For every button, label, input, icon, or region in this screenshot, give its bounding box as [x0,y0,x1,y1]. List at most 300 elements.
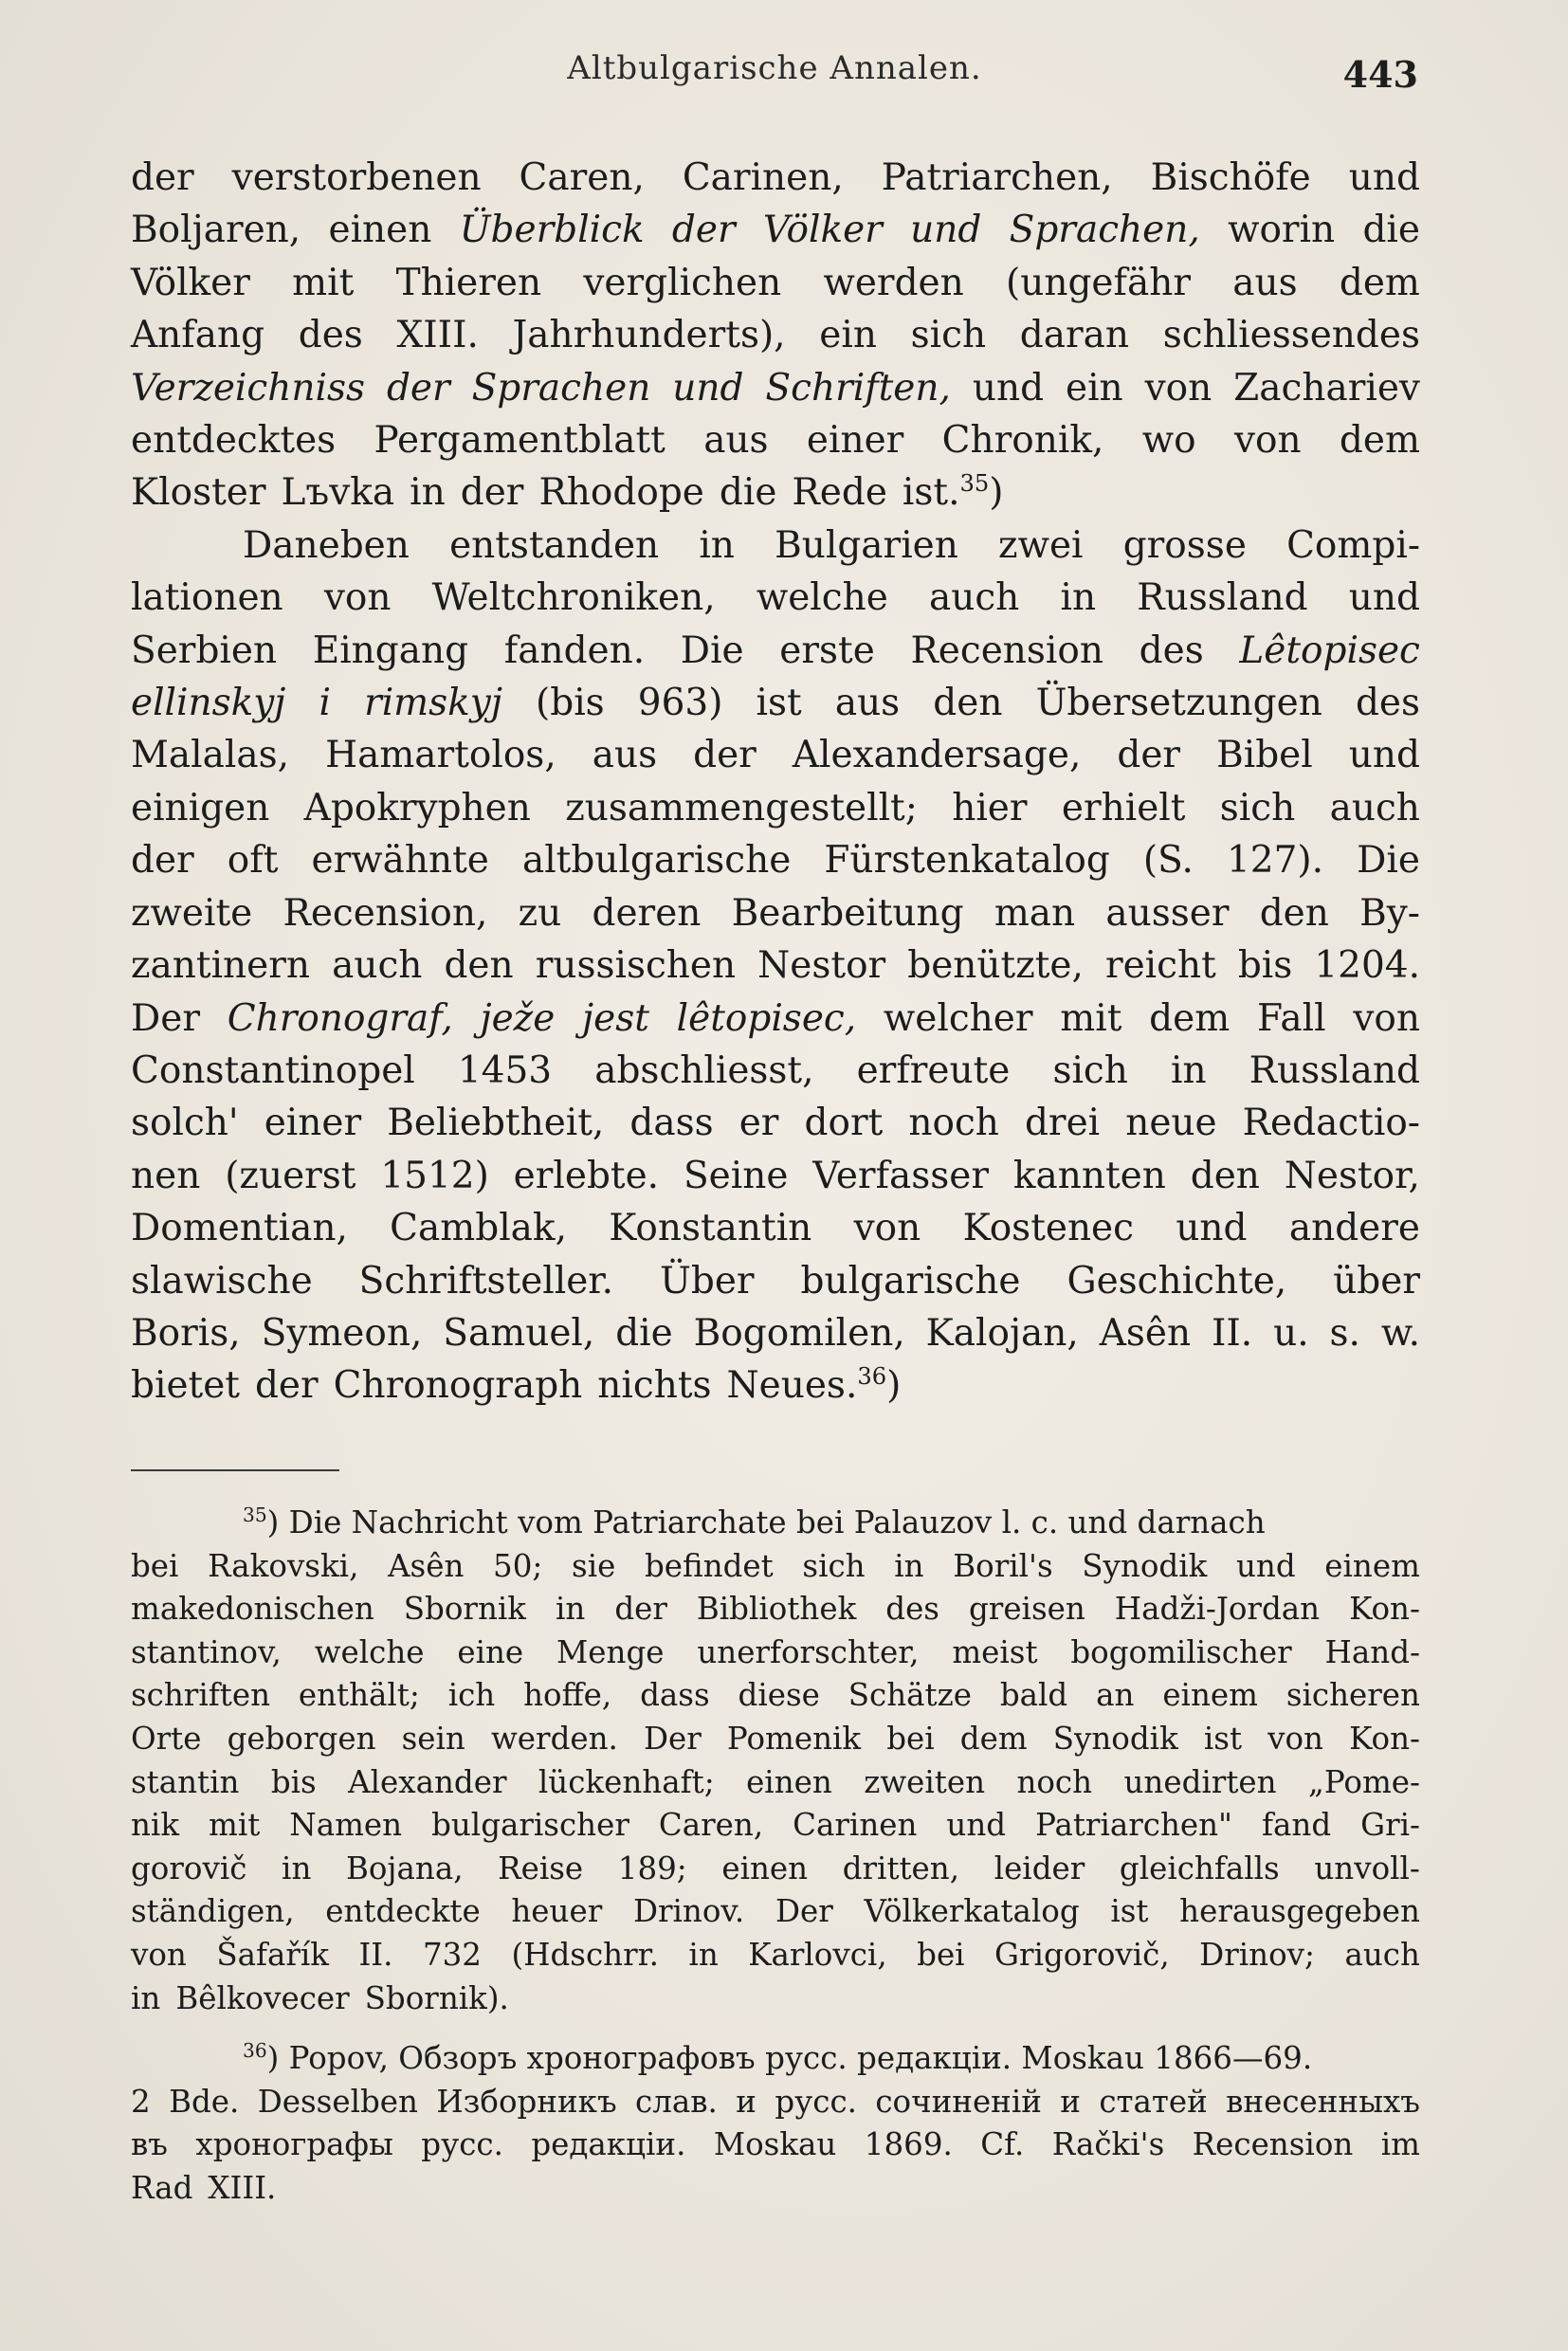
word: der [693,734,757,777]
word: Apokryphen [303,786,531,829]
word: drei [1024,1102,1101,1145]
word: Bibliothek [696,1591,857,1628]
word: Neues.$^{36}$) [726,1363,902,1408]
footnote-reference: 35 [243,1504,267,1527]
word: II. [358,1936,393,1973]
word: stantinov, [131,1633,282,1670]
word: werden [823,261,964,304]
word: ist [1110,1893,1149,1930]
word: erste [779,629,875,672]
word: редакціи. [531,2126,686,2163]
word: die [719,471,777,515]
word: deren [592,891,702,935]
body-text [131,152,1420,1412]
word: der [386,366,450,410]
word: eine [457,1633,524,1670]
word: Kon- [1349,1591,1420,1628]
word: Изборникъ [436,2083,617,2120]
footnote-line [131,1674,1420,1718]
text-fragment: ) [886,1364,902,1408]
word: in [410,471,446,515]
word: Fall [1256,996,1326,1040]
word: in [688,1936,719,1973]
text-line [131,625,1420,677]
word: den [933,682,1003,725]
text-line [131,572,1420,624]
word: Lêtopisec [1239,629,1420,672]
word: noch [1016,1763,1093,1800]
word: 50; [493,1547,543,1584]
word: und [1348,734,1420,777]
word: hoffe, [523,1677,612,1714]
word: meist [952,1633,1038,1670]
word: Chronograf, [227,996,453,1040]
word: andere [1288,1207,1420,1250]
word: über [1333,1259,1420,1303]
word: Rad [131,2169,193,2206]
word: (bis [536,682,605,725]
text-line [131,1150,1420,1202]
word: und [1235,1547,1296,1584]
word: Synodik [1082,1547,1208,1584]
text-line [131,834,1420,886]
word: neue [1125,1102,1217,1145]
word: Sbornik). [364,1979,509,2016]
word: Hadži-Jordan [1114,1591,1321,1628]
word: статей [1099,2083,1208,2120]
word: in [1060,576,1097,620]
word: Compi- [1286,523,1420,567]
word: Moskau [713,2126,837,2163]
footnote-line [131,1718,1420,1761]
word: Bearbeitung [731,891,964,935]
text-line [131,939,1420,992]
word: Bde. [169,2083,240,2120]
word: von [323,576,392,620]
word: Völkerkatalog [864,1893,1080,1930]
word: auch [332,944,423,988]
footnote-separator [131,1469,339,1471]
word: Schriften, [765,366,951,410]
word: einem [1324,1547,1420,1584]
word: русс. [421,2126,503,2163]
word: von [1267,1720,1323,1757]
word: Carinen [793,1807,918,1844]
word: II. [1211,1311,1253,1355]
word: и [736,2083,757,2120]
word: greisen [968,1591,1085,1628]
word: den [1190,1154,1260,1197]
word: in [556,1591,586,1628]
word: Rački's [1051,2126,1165,2163]
word: und [1176,1207,1248,1250]
word: welche [756,576,888,620]
word: Über [660,1259,755,1303]
word: ein [819,314,877,357]
word: Grigorovič, [994,1936,1170,1973]
word: Bischöfe [1150,156,1311,199]
text-line [131,414,1420,466]
word: w. [1380,1311,1420,1355]
word: 1453 [457,1048,553,1092]
word: Schriftsteller. [358,1259,614,1303]
footnote-line [131,1977,1420,2021]
word: Bogomilen, [693,1311,905,1355]
footnote-line [131,2037,1420,2081]
word: Caren, [519,156,645,199]
footnote-reference: 35 [959,470,990,498]
word: Desselben [257,2083,418,2120]
word: des [298,314,363,357]
word: der [460,471,524,515]
word: lêtopisec, [676,996,857,1040]
footnote-line [131,1588,1420,1631]
word: fand [1261,1807,1332,1844]
word: Bibel [1216,734,1313,777]
word: geborgen [227,1720,376,1757]
word: einen [328,209,432,252]
word: schliessendes [1162,314,1420,357]
word: Patriarchen" [1035,1807,1232,1844]
footnote [131,1502,1420,2020]
word: zantinern [131,944,311,988]
word: Übersetzungen [1035,682,1322,725]
word: By- [1359,891,1420,935]
word: Verfasser [812,1154,990,1197]
word: reicht [1104,944,1216,988]
word: Jahrhunderts), [512,314,786,357]
footnote-line [131,1848,1420,1891]
word: erwähnte [311,839,489,883]
word: ellinskyj [131,682,286,725]
word: 189; [617,1850,687,1886]
word: Rakovski, [208,1547,359,1584]
word: Reise [498,1850,584,1886]
word: Caren, [658,1807,764,1844]
word: Der [643,1720,702,1757]
word: sich [802,1547,866,1584]
word: des [1355,682,1420,725]
word: bietet [131,1364,240,1408]
word: der [131,156,194,199]
text-line [131,1359,1420,1412]
word: von [131,1936,187,1973]
word: bis [1237,944,1293,988]
word: befindet [644,1547,774,1584]
word: Boris, [131,1311,241,1355]
word: Cf. [980,2126,1025,2163]
word: solch' [131,1102,239,1145]
word: Orte [131,1720,202,1757]
word: die [1362,209,1420,252]
word: nik [131,1807,180,1844]
word: Šafařík [216,1936,329,1973]
word: gleichfalls [1119,1850,1280,1886]
word: Die [1357,839,1420,883]
word: zu [518,891,562,935]
word: erfreute [856,1048,1011,1092]
word: ständigen, [131,1893,295,1930]
word: auch [1329,786,1420,829]
word: Daneben [243,523,410,567]
word: Schätze [848,1677,972,1714]
page-number: 443 [1342,53,1418,96]
word: Serbien [131,629,278,672]
footnote-reference: 36 [857,1363,887,1391]
word: wo [1141,419,1196,463]
word: Sbornik [403,1591,526,1628]
word: Gri- [1360,1807,1420,1844]
word: makedonischen [131,1591,374,1628]
word: Anfang [131,314,265,357]
word: (ungefähr [1006,261,1191,304]
text-fragment: ) Popov, Обзоръ хронографовъ русс. редакціи. Moskau 1866—69. [266,2040,1313,2077]
word: Boljaren, [131,209,301,252]
word: Kloster [131,471,266,515]
word: Kon- [1349,1720,1420,1757]
word: Die [680,629,744,672]
word: Russland [1249,1048,1420,1092]
word: dem [1339,261,1420,304]
word: dem [1149,996,1231,1040]
word: bulgarischer [431,1807,629,1844]
word: bei [917,1936,965,1973]
word: bogomilischer [1070,1633,1292,1670]
word: kannten [1012,1154,1166,1197]
word: Domentian, [131,1207,348,1250]
word: Bulgarien [775,523,958,567]
word: bei [131,1547,179,1584]
running-title: Altbulgarische Annalen. [567,49,982,87]
text-line [131,1255,1420,1307]
word: jest [582,996,649,1040]
word: unedirten [1123,1763,1277,1800]
word: Der [131,996,200,1040]
text-line [131,257,1420,309]
word: noch [908,1102,999,1145]
word: einer [264,1102,362,1145]
word: 1204. [1314,944,1420,988]
text-line [131,677,1420,729]
word: einer [806,419,904,463]
word: werden. [490,1720,618,1757]
word: russischen [535,944,737,988]
word: von [1233,419,1302,463]
word: rimskyj [364,682,502,725]
word: er [738,1102,779,1145]
text-line [131,887,1420,939]
word: Völker [762,209,883,252]
footnote-line [131,1890,1420,1934]
word: и [1060,2083,1081,2120]
word: „Pome- [1307,1763,1420,1800]
word: verstorbenen [231,156,482,199]
word: oft [227,839,279,883]
word: einen [746,1763,832,1800]
word: Weltchroniken, [431,576,716,620]
word: und [972,366,1045,410]
word: mit [209,1807,261,1844]
word: nichts [597,1364,712,1408]
word: zwei [998,523,1084,567]
word: unvoll- [1314,1850,1420,1886]
word: lückenhaft; [538,1763,715,1800]
word: in [131,1979,161,2016]
word: Malalas, [131,734,290,777]
text-line [131,362,1420,414]
word: Chronik, [941,419,1104,463]
text-line [131,993,1420,1045]
word: Rede [792,471,887,515]
word [243,2037,1312,2081]
word: auch [1344,1936,1420,1973]
text-line [131,729,1420,781]
word: im [1380,2126,1420,2163]
text-line [131,1045,1420,1097]
word: Samuel, [443,1311,595,1355]
word: ježe [480,996,556,1040]
word: i [319,682,331,725]
word: Überblick [459,209,645,252]
text-line [131,519,1420,572]
word: ist.$^{35}$) [902,470,1004,515]
word: mit [292,261,355,304]
word: Geschichte, [1067,1259,1287,1303]
word: Bojana, [345,1850,464,1886]
word: den [1259,891,1329,935]
word: verglichen [583,261,782,304]
word: сочиненій [875,2083,1042,2120]
word: Constantinopel [131,1048,415,1092]
word: Beliebtheit, [387,1102,605,1145]
word: Sprachen, [1009,209,1200,252]
word: Chronograph [333,1364,583,1408]
word: die [615,1311,673,1355]
word: Zachariev [1233,366,1420,410]
word: von [853,1207,921,1250]
word: Lъvka [281,471,395,515]
word: Alexander [348,1763,507,1800]
word: des [1139,629,1204,672]
word: u. [1273,1311,1309,1355]
word: Drinov. [632,1893,745,1930]
running-head [131,49,1418,97]
word: Patriarchen, [881,156,1113,199]
word: слав. [635,2083,718,2120]
word: man [994,891,1076,935]
word: erhielt [1061,786,1186,829]
word: sich [910,314,987,357]
word: въ [131,2126,168,2163]
word: heuer [511,1893,603,1930]
word: 963) [637,682,723,725]
footnotes [131,1502,1420,2211]
word: Drinov; [1199,1936,1315,1973]
word: bis [270,1763,317,1800]
word: Fürstenkatalog [824,839,1110,883]
word: Asên [1099,1311,1192,1355]
word: des [885,1591,939,1628]
word: Carinen, [682,156,844,199]
word: altbulgarische [521,839,792,883]
word: Asên [388,1547,465,1584]
word: sich [1219,786,1296,829]
word: und [1348,156,1420,199]
word: unerforschter, [697,1633,920,1670]
word: Hamartolos, [325,734,556,777]
word: entdecktes [131,419,337,463]
word: lationen [131,576,283,620]
word: Namen [289,1807,403,1844]
word: Kostenec [962,1207,1134,1250]
word: ausser [1105,891,1230,935]
word: Verzeichniss [131,366,365,410]
word: der [131,839,194,883]
word: Recension, [283,891,488,935]
word: Seine [683,1154,789,1197]
word: Pomenik [726,1720,862,1757]
word: und [672,366,744,410]
word: auch [928,576,1020,620]
word: der [614,1591,667,1628]
word: XIII. [396,314,479,357]
text-line [131,152,1420,204]
word: Camblak, [390,1207,567,1250]
word: 1869. [864,2126,953,2163]
text-line [131,1097,1420,1149]
word: dem [1339,419,1420,463]
word: der [254,1364,319,1408]
word: Der [775,1893,833,1930]
word: daran [1019,314,1129,357]
word: Nestor [757,944,886,988]
word: s. [1329,1311,1360,1355]
word: Menge [556,1633,665,1670]
word: dass [629,1102,714,1145]
word: Russland [1137,576,1308,620]
word: Rhodope [538,471,704,515]
word: der [1117,734,1181,777]
word: 1512) [380,1154,489,1197]
word: Kalojan, [925,1311,1079,1355]
word: хронографы [195,2126,393,2163]
word: ein [1065,366,1123,410]
word: grosse [1122,523,1247,567]
word: Redactio- [1242,1102,1420,1145]
word: Bêlkovecer [175,1979,350,2016]
word: welcher [883,996,1033,1040]
word: zusammengestellt; [565,786,918,829]
word: und [946,1807,1007,1844]
word: Sprachen [471,366,651,410]
word: dem [959,1720,1028,1757]
text-line [131,204,1420,256]
word: und [1348,576,1420,620]
word: Völker [131,261,250,304]
word: in [894,1547,924,1584]
word: und [910,209,982,252]
word: sein [401,1720,465,1757]
word: abschliesst, [594,1048,814,1092]
word: Karlovci, [748,1936,887,1973]
footnote-line [131,1502,1420,1545]
word: gorovič [131,1850,247,1886]
text-line [131,1307,1420,1359]
word: schriften [131,1677,270,1714]
word: Synodik [1052,1720,1178,1757]
word: 2 [131,2083,151,2120]
word: an [1096,1677,1135,1714]
